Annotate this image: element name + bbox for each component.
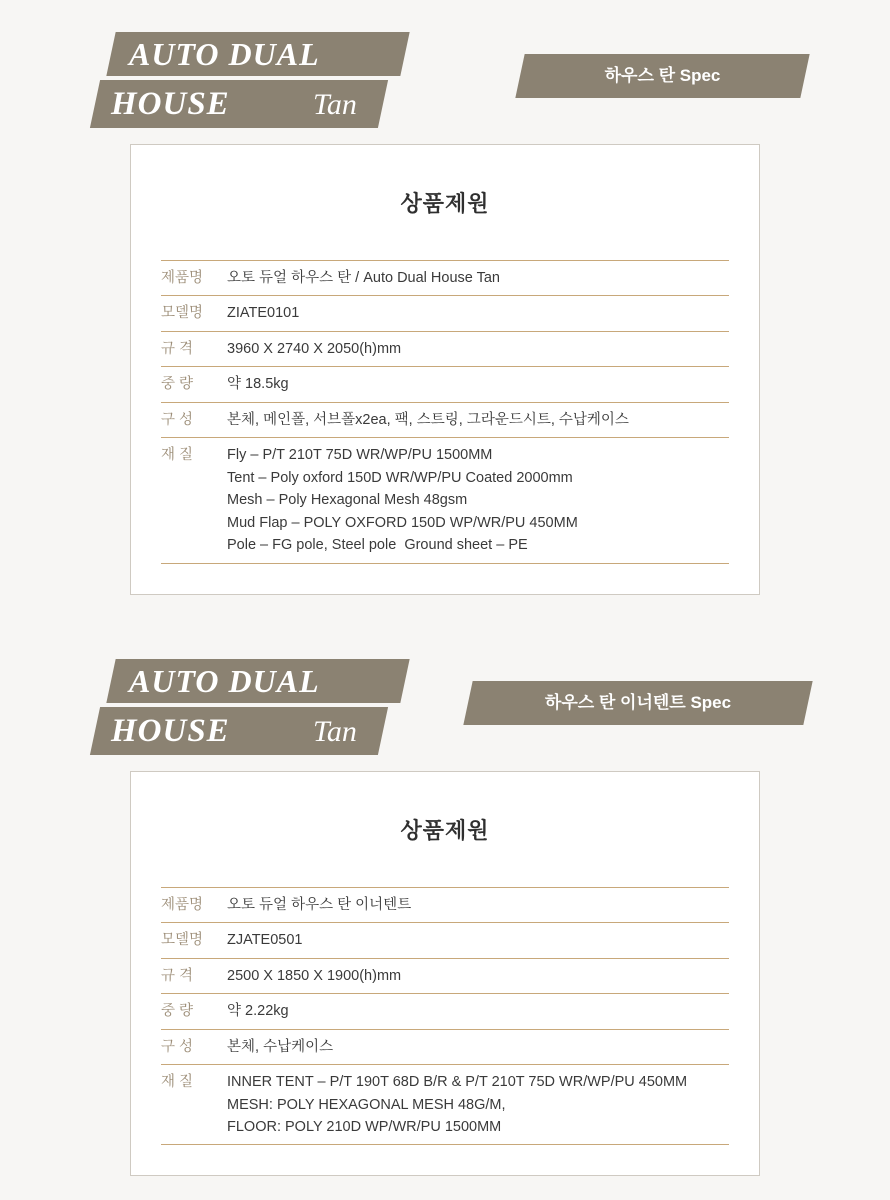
spec-key: 재 질 bbox=[161, 1065, 227, 1145]
table-row bbox=[161, 923, 729, 958]
spec-key: 중 량 bbox=[161, 367, 227, 402]
spec-card bbox=[130, 771, 760, 1177]
spec-key: 재 질 bbox=[161, 438, 227, 563]
spec-tab-label: 하우스 탄 Spec bbox=[604, 66, 721, 85]
table-row bbox=[161, 261, 729, 296]
spec-value-line: MESH: POLY HEXAGONAL MESH 48G/M, bbox=[227, 1096, 506, 1113]
spec-value-line: Mesh – Poly Hexagonal Mesh 48gsm bbox=[227, 492, 468, 509]
spec-tab bbox=[515, 54, 809, 98]
table-row bbox=[161, 331, 729, 366]
spec-value-line: 약 18.5kg bbox=[227, 376, 289, 393]
spec-key: 구 성 bbox=[161, 402, 227, 437]
spec-tab-label: 하우스 탄 이너텐트 Spec bbox=[544, 692, 732, 712]
logo-script-word: Tan bbox=[313, 714, 357, 748]
brand-logo bbox=[95, 26, 405, 130]
table-row bbox=[161, 1029, 729, 1064]
spec-table bbox=[161, 887, 729, 1146]
table-row bbox=[161, 438, 729, 563]
spec-value-line: 본체, 수납케이스 bbox=[227, 1038, 334, 1055]
brand-banner bbox=[0, 26, 890, 130]
spec-value bbox=[227, 331, 729, 366]
spec-value-line: ZJATE0501 bbox=[227, 932, 303, 949]
spec-value bbox=[227, 367, 729, 402]
spec-value-line: 2500 X 1850 X 1900(h)mm bbox=[227, 967, 402, 984]
spec-tab bbox=[463, 681, 812, 725]
spec-value bbox=[227, 261, 729, 296]
spec-table bbox=[161, 260, 729, 564]
spec-value bbox=[227, 923, 729, 958]
spec-section-house-tan bbox=[0, 0, 890, 595]
spec-card bbox=[130, 144, 760, 595]
spec-key: 중 량 bbox=[161, 994, 227, 1029]
spec-key: 규 격 bbox=[161, 331, 227, 366]
spec-key: 규 격 bbox=[161, 958, 227, 993]
spec-value-line: 약 2.22kg bbox=[227, 1003, 289, 1020]
spec-card-title: 상품제원 bbox=[400, 191, 490, 216]
spec-key: 모델명 bbox=[161, 923, 227, 958]
spec-value bbox=[227, 296, 729, 331]
spec-value-line: 오토 듀얼 하우스 탄 이너텐트 bbox=[227, 896, 412, 913]
spec-key: 제품명 bbox=[161, 261, 227, 296]
brand-banner bbox=[0, 653, 890, 757]
spec-value bbox=[227, 994, 729, 1029]
logo-line-1: AUTO DUAL bbox=[129, 36, 320, 72]
spec-value-line: 본체, 메인폴, 서브폴x2ea, 팩, 스트링, 그라운드시트, 수납케이스 bbox=[227, 411, 629, 428]
spec-value-line: Mud Flap – POLY OXFORD 150D WP/WR/PU 450MM bbox=[227, 514, 578, 531]
spec-value bbox=[227, 1065, 729, 1145]
logo-script-word: Tan bbox=[313, 88, 357, 121]
spec-value bbox=[227, 402, 729, 437]
spec-value-line: Fly – P/T 210T 75D WR/WP/PU 1500MM bbox=[227, 447, 493, 464]
spec-value-line: Tent – Poly oxford 150D WR/WP/PU Coated 2000mm bbox=[227, 469, 573, 486]
brand-logo bbox=[95, 653, 405, 757]
table-row bbox=[161, 994, 729, 1029]
spec-value-line: FLOOR: POLY 210D WP/WR/PU 1500MM bbox=[227, 1118, 502, 1135]
table-row bbox=[161, 367, 729, 402]
table-row bbox=[161, 296, 729, 331]
table-row bbox=[161, 1065, 729, 1145]
spec-value-line: ZIATE0101 bbox=[227, 305, 300, 322]
logo-line-1: AUTO DUAL bbox=[129, 662, 320, 699]
spec-key: 구 성 bbox=[161, 1029, 227, 1064]
logo-line-2: HOUSE bbox=[111, 86, 230, 122]
spec-card-title: 상품제원 bbox=[400, 817, 490, 843]
spec-value-line: 3960 X 2740 X 2050(h)mm bbox=[227, 340, 402, 357]
spec-value-line: 오토 듀얼 하우스 탄 / Auto Dual House Tan bbox=[227, 270, 500, 286]
spec-value bbox=[227, 438, 729, 563]
table-row bbox=[161, 887, 729, 922]
spec-value-line: Pole – FG pole, Steel pole Ground sheet – PE bbox=[227, 537, 528, 554]
spec-section-house-tan-inner-tent bbox=[0, 595, 890, 1177]
spec-value bbox=[227, 887, 729, 922]
spec-value bbox=[227, 958, 729, 993]
spec-key: 모델명 bbox=[161, 296, 227, 331]
spec-key: 제품명 bbox=[161, 887, 227, 922]
table-row bbox=[161, 402, 729, 437]
table-row bbox=[161, 958, 729, 993]
spec-value-line: INNER TENT – P/T 190T 68D B/R & P/T 210T 75D WR/WP/PU 450MM bbox=[227, 1074, 688, 1091]
spec-value bbox=[227, 1029, 729, 1064]
logo-line-2: HOUSE bbox=[111, 712, 230, 749]
